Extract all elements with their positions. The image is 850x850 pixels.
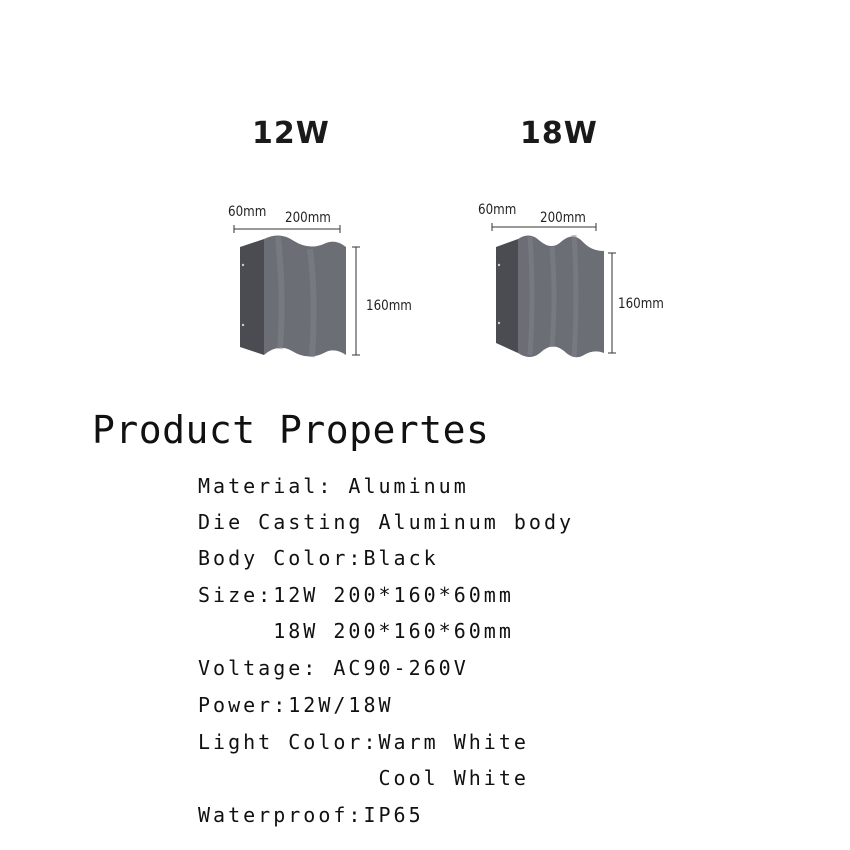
width-label-12w: 200mm [285, 210, 331, 226]
section-title: Product Propertes [92, 408, 490, 452]
spec-light-color: Light Color:Warm White [198, 730, 529, 754]
spec-size-12w: Size:12W 200*160*60mm [198, 583, 514, 607]
spec-material: Material: Aluminum [198, 474, 469, 498]
spec-voltage: Voltage: AC90-260V [198, 656, 469, 680]
lamp-drawing-12w [228, 215, 368, 365]
spec-color: Body Color:Black [198, 546, 439, 570]
variant-title-18w: 18W [520, 116, 598, 151]
width-label-18w: 200mm [540, 210, 586, 226]
depth-label-18w: 60mm [478, 202, 517, 218]
variant-title-12w: 12W [252, 116, 330, 151]
spec-body: Die Casting Aluminum body [198, 510, 575, 534]
spec-light-color-cool: Cool White [198, 766, 529, 790]
spec-waterproof: Waterproof:IP65 [198, 803, 424, 827]
lamp-drawing-18w [488, 215, 628, 365]
spec-power: Power:12W/18W [198, 693, 394, 717]
depth-label-12w: 60mm [228, 204, 267, 220]
spec-size-18w: 18W 200*160*60mm [198, 619, 514, 643]
height-label-12w: 160mm [366, 298, 412, 314]
height-label-18w: 160mm [618, 296, 664, 312]
